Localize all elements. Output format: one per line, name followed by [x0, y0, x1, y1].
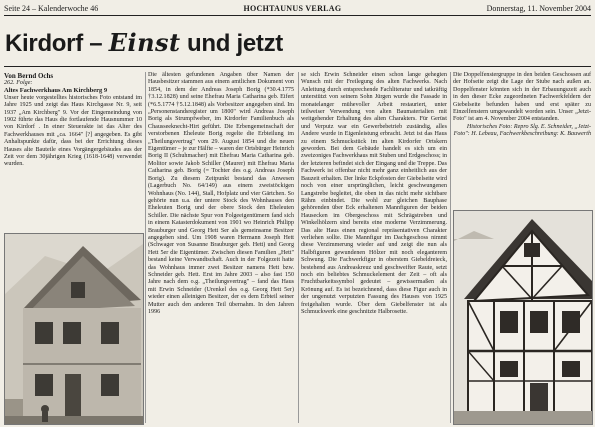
column-1-text: Unser heute vorgestelltes historisches Foto entstand im Jahre 1925 und zeigt das Haus Kirchgasse Nr. 9, seit 1937 „Am Kirchberg" 9. Vor der Eingemeindung von 1902 führte das Haus die fortlaufende Hausnummer 10 von Kirdorf . In einer Steuerakte ist das Alter des Fachwerkhauses mit „ca. 1664" [?] angegeben. Es gibt Anhaltspunkte dafür, dass bei der Errichtung dieses Hauses alte Bauteile eines Vorgängergebäudes aus der Zeit vor dem 30jährigen Krieg (1618-1648) verwendet wurden.: [4, 94, 142, 168]
headline-part2: Einst: [108, 28, 181, 57]
column-separator: [145, 72, 146, 423]
series-number: 262. Folge:: [4, 80, 33, 86]
historic-house-photo: [4, 233, 144, 425]
page-header: [4, 2, 591, 14]
headline-rule: [4, 66, 591, 67]
header-rule: [4, 15, 591, 16]
page-number: Seite 24 – Kalenderwoche 46: [4, 3, 99, 13]
article-subtitle: Altes Fachwerkhaus Am Kirchberg 9: [4, 87, 108, 95]
photo-credit: Historisches Foto: Repro Slg. E. Schneider, „Jetzt-Foto": H. Lebeau, Fachwerkbeschreibung: K. Bauwerth: [453, 123, 591, 138]
column-separator: [450, 72, 451, 423]
column-3-text: se sich Erwin Schneider einen schon lange gehegten Wunsch mit der Freilegung des alten Fachwerks. Nach Anleitung durch entsprechende Fachliteratur und tatkräftig unterstützt von seinem Sohn Jürgen wurde die Fassade in monatelanger mühevoller Arbeit restauriert, unter teilweiser Verwendung von alten Baumaterialien mit weitgehender Erhaltung des alten Charakters. Für Gerüst und Verputz war ein Gewerbebetrieb zuständig, alles Andere wurde in Eigenleistung erbracht. Jetzt ist das Haus zu einem Schmuckstück im alten Kirdorfer Ortskern geworden. Bei dem Gebäude handelt es sich um ein zweizoniges Fachwerkhaus mit Stuben und Erdgeschoss; in der letzteren befindet sich der Eingang und die Treppe. Das Fachwerk ist offenbar nicht mehr ganz einheitlich aus der Bauzeit erhalten. Der linke Eckpfosten der Giebelseite wird noch von einer ursprünglichen, leicht geschwungenen Langstrebe begleitet, die oben in das nicht mehr sichtbare Rähm einbindet. Die wohl zur gleichen Bauphase gehörenden über Eck erhaltenen Mannfiguren der beiden Hausecken im Obergeschoss mit Schrägstreben und Winkelhölzern sind bereits eine moderne Verzimmerung. Das alte Haus einen regional repräsentativen Charakter verliehen sollte. Die Mannfigur im Dachgeschoss nimmt diese Verzimmerung wieder auf und zeigt die nun als Halbfiguren gewundenen Hölzer mit noch eleganterem Schwung. Die Fachwerkfigur in oberstem Giebeldreieck, bestehend aus Andreaskreuz und geschweifter Raute, setzt noch ein beliebtes Schmuckelement der Zeit – oft als Fruchtbarkeitssymbol gedeutet – gewissermaßen als Krönung auf. Es ist bezeichnend, dass diese Figur auch in der ungenutzt verputzten Fassung des Hauses von 1925 freigehalten wurde. Über dem Giebelfenster ist als Schmuckwerk eine geschnitzte Halbrosette.: [301, 72, 447, 315]
publisher-name: HOCHTAUNUS VERLAG: [243, 3, 342, 13]
headline-part3: und jetzt: [180, 30, 283, 57]
current-house-photo: [453, 210, 593, 425]
headline-part1: Kirdorf –: [5, 30, 109, 57]
column-2-text: Die ältesten gefundenen Angaben über Namen der Hausbesitzer stammen aus einem amtlichen Dokument von 1854, in dem der Andreas Joseph Borig (*30.4.1775 †3.12.1828) und seine Ehefrau Maria Catharina geb. Eifert (*6.5.1774 †5.12.1848) als Vorbesitzer angegeben sind. Im „Personenstandsregister um 1800" wird Andreas Joseph Borig als Strumpfweber, im Kirdorfer Familienbuch als Chausseeknecht-Hirt geführt. Die Erbengemeinschaft der verstorbenen Eheleute Borig regelte die Erbteilung im „Theilungsvertrag" vom 29. August 1854 und die neuen Eigentümer – je zur Hälfte – waren der Ortsbürger Heinrich Borig II (Schuhmacher) mit Ehefrau Maria Catharina geb. Molitor sowie Jakob Schiller (Maurer) mit Ehefrau Maria Catharina geb. Borig (= Tochter des o.g. Andreas Joseph Borig). Zu diesem Zeitpunkt bestand das Anwesen (Lagerbuch No. 64/149) aus einem zweistöckigen Wohnhaus (No. 144), Stall, Hofplatz und vier Gärtchen. So gehörte nun u.a. der untere Stock des Wohnhauses den Eheleuten Borig und der obere Stock den Eheleuten Schiller. Die nächste Spur von Folgeeigentümern fand sich in einem Katasterdokument von 1901 wo Heinrich Philipp Brauburger und Georg Hett Ser als gemeinsame Besitzer angegeben sind. Um 1908 waren Hermann Joseph Hett (Schwager von Susanne Brauburger geb. Hett) und Georg Hett 5er die Eigentümer. Zwischen diesen Familien „Hett" bestand keine Verwandtschaft. Auch in der Folgezeit hatte das Wohnhaus immer zwei Besitzer namens Hett bzw. Schneider geb. Hett. Erst im Jahre 2003 – also fast 150 Jahre nach dem o.g. „Theilungsvertrag" – fand das Haus mit Erwin Schneider (Urenkel des o.g. Georg Hett 5er) wieder einen alleinigen Besitzer, der es dem Erbteil seiner Mutter auch den anderen Teil übernahm. In den Jahren 1996: [148, 72, 294, 315]
historic-house-illustration: [5, 234, 143, 424]
half-timbered-house-illustration: [454, 211, 592, 424]
author-line: Von Bernd Ochs: [4, 72, 54, 80]
column-3: [301, 72, 447, 316]
issue-date: Donnerstag, 11. November 2004: [486, 3, 591, 13]
headline: [5, 28, 283, 58]
column-1: [4, 72, 142, 169]
column-2: [148, 72, 294, 316]
column-4: [453, 72, 591, 139]
column-separator: [298, 72, 299, 423]
column-4-text: Die Doppelfenstergruppe in den beiden Geschossen auf der Hofseite zeigt die Lage der Stube nach außen an. Doppelfenster könnten sich in der Erbauungszeit auch in den dieser Ecke zugeordneten Fachwerkfeldern der Giebelseite befunden haben und erst später zu Einzelfenstern umgewandelt worden sein. Unser „Jetzt-Foto" ist am 4. November 2004 entstanden.: [453, 72, 591, 123]
